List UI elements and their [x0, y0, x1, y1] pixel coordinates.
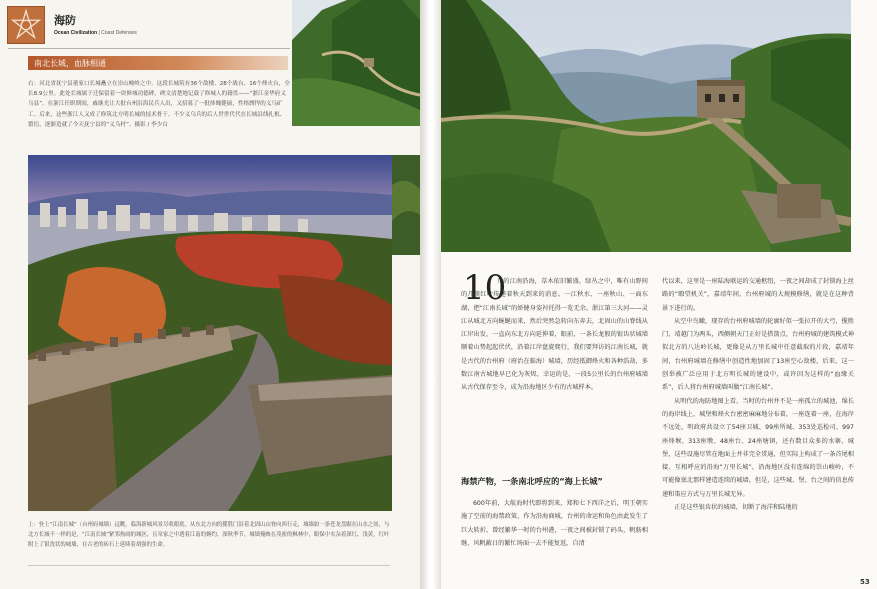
article-paragraph: 月的江南沿海，草木依旧繁盛，绿丛之中，唯有山野间的几簇红叶传递着秋天到来的消息。一江秋水、一座秋山、一面东湖，把“江南长城”的娇健身姿衬托得一览无余。浙江第三大河——灵江从城北方向蜿蜒而来，然后突然急转向东奔去，北固山的山脊线从江岸出发，一直向东北方向延伸着，眼前，一条长龙般的银齿状城墙顺着山势起起伏伏，沿着江岸盘旋爬行，我们要拜访的江南长城，就是古代的台州府（府治在临海）城墙，历经抵御烽火和各种浩劫，多数江南古城地早已化为灰烬，幸运的是，一段5公里长的台州府城墙从古代保存至今，成为沿海地区少有的古城样本。 — [461, 278, 648, 392]
article-column-1-continued — [461, 497, 648, 550]
wall-detail-photo — [392, 155, 420, 255]
subhead-text: 南北长城，血脉相通 — [34, 59, 106, 68]
article-paragraph: 代以来，这里是一座陆海联运的交通枢纽，一夜之间却成了封锁海上丝路的“瞭望机关”，嘉靖年间，台州府城的大规模修缮，就是在这种背景下进行的。 — [662, 278, 854, 312]
article-column-1 — [461, 275, 648, 395]
article-column-2 — [662, 275, 854, 514]
section-title: 海防 — [54, 14, 76, 27]
book-gutter — [420, 0, 441, 589]
left-page — [0, 0, 420, 589]
article-heading: 海禁产物，一条南北呼应的“海上长城” — [461, 476, 603, 486]
jiangnan-wall-photo — [28, 155, 392, 511]
mountain-wall-photo — [292, 0, 420, 126]
caption-top: 右：河北省抚宁县董家口长城矗立在崇山峻岭之中。这段长城筑有36个敌楼、28个战台、16个烽火台，全长8.9公里。此处长城属于迁保留着一块修城功德碑，碑文清楚地记载了修城人的籍贯——“浙江金华府义乌县”。在浙江任职期间，戚继光让大批台州沿海民兵人出，又招募了一批体魄健硕，性格剽悍的义乌矿工。后来，这些浙江人又成了修筑北方明长城的技术骨干。不少义乌兵的后人世世代代在长城沿线扎根、繁衍，逐渐造就了今天抚宁县的“义乌村”。摄影 / 李少白 — [28, 81, 290, 128]
dropcap-number: 10 — [463, 268, 507, 308]
header-divider — [8, 48, 290, 49]
article-paragraph: 从空中鸟瞰，现存的台州府城墙的轮廓好似一张拉开的大弓，揽胜门、靖越门为两头，西侧朝天门正好是搭箭点，台州府城的建筑模式神似北方的八达岭长城，更像是从万里长城中任意截取的片段，嘉靖年间，台州府城墙在修缮中创造性地加固了13座空心敌楼，后来，这一创举被广泛应用于北方明长城的建设中，或许因为这样的“血缘关系”，后人将台州府城墙叫做“江南长城”。 — [662, 317, 854, 392]
right-page — [441, 0, 877, 589]
page-number: 53 — [860, 578, 870, 586]
section-subtitle-rest: | Coast Defenses — [97, 30, 137, 36]
section-subtitle-bold: Ocean Civilization — [54, 30, 98, 36]
great-wall-photo — [441, 0, 851, 252]
article-paragraph: 从明代的海防地图上看，当时的台州并不是一座孤立的城池，绵长的海岸线上，城堡和烽火台密密麻麻地分布着，一座连着一座，在海岸不远处，明政府共设立了54座卫城、99座所城、353处巡检司、997座烽堠、313座墩、48座台、24座塘镇，还有数目众多的水寨、城堡，这些设施尽管在地面上并非完全贯通，但实际上构成了一条首尾相接、互相呼应的沿海“万里长城”，沿海地区没有连绵的崇山峻岭，不可能像塞北那样建造连续的城墙，但是，这些城、堡、台之间的信息传递和策应方式与万里长城无异。 — [662, 397, 854, 498]
article-paragraph: 600年前，大航海时代即将到来，郑和七下西洋之后，明王朝实施了空前的海禁政策，作为沿海商城，台州的命运和角色由此发生了巨大转折，曾经繁华一时的台州港，一夜之间被封锁了码头，帆舫相继、风帆蔽日的繁忙场面一去不能复返，自清 — [461, 500, 648, 547]
caption-divider — [28, 565, 390, 566]
section-logo-icon — [7, 6, 45, 44]
article-paragraph: 正是这些银齿状的城墙，切断了海洋和陆地的 — [674, 504, 798, 512]
section-subtitle — [54, 30, 137, 36]
subhead-band — [28, 56, 288, 70]
caption-bottom: 上：登上“江南长城”（台州府城墙）远眺，临海新城风景尽收眼底。从东北方向的揽胜门沿着北固山山脊向西行走，城墙如一条苍龙盘踞在山水之间，与北方长城不一样的是，“江南长城”紧邻热闹的城区，且章家之中透着江南的婉约，深秋季节，城墙掩映在茂密的枫林中，眼保中夹杂着深红、浅黄，红叶附上了银洗状的城墙，在古老的砖石上延续着胡强的生命。 — [28, 522, 390, 548]
